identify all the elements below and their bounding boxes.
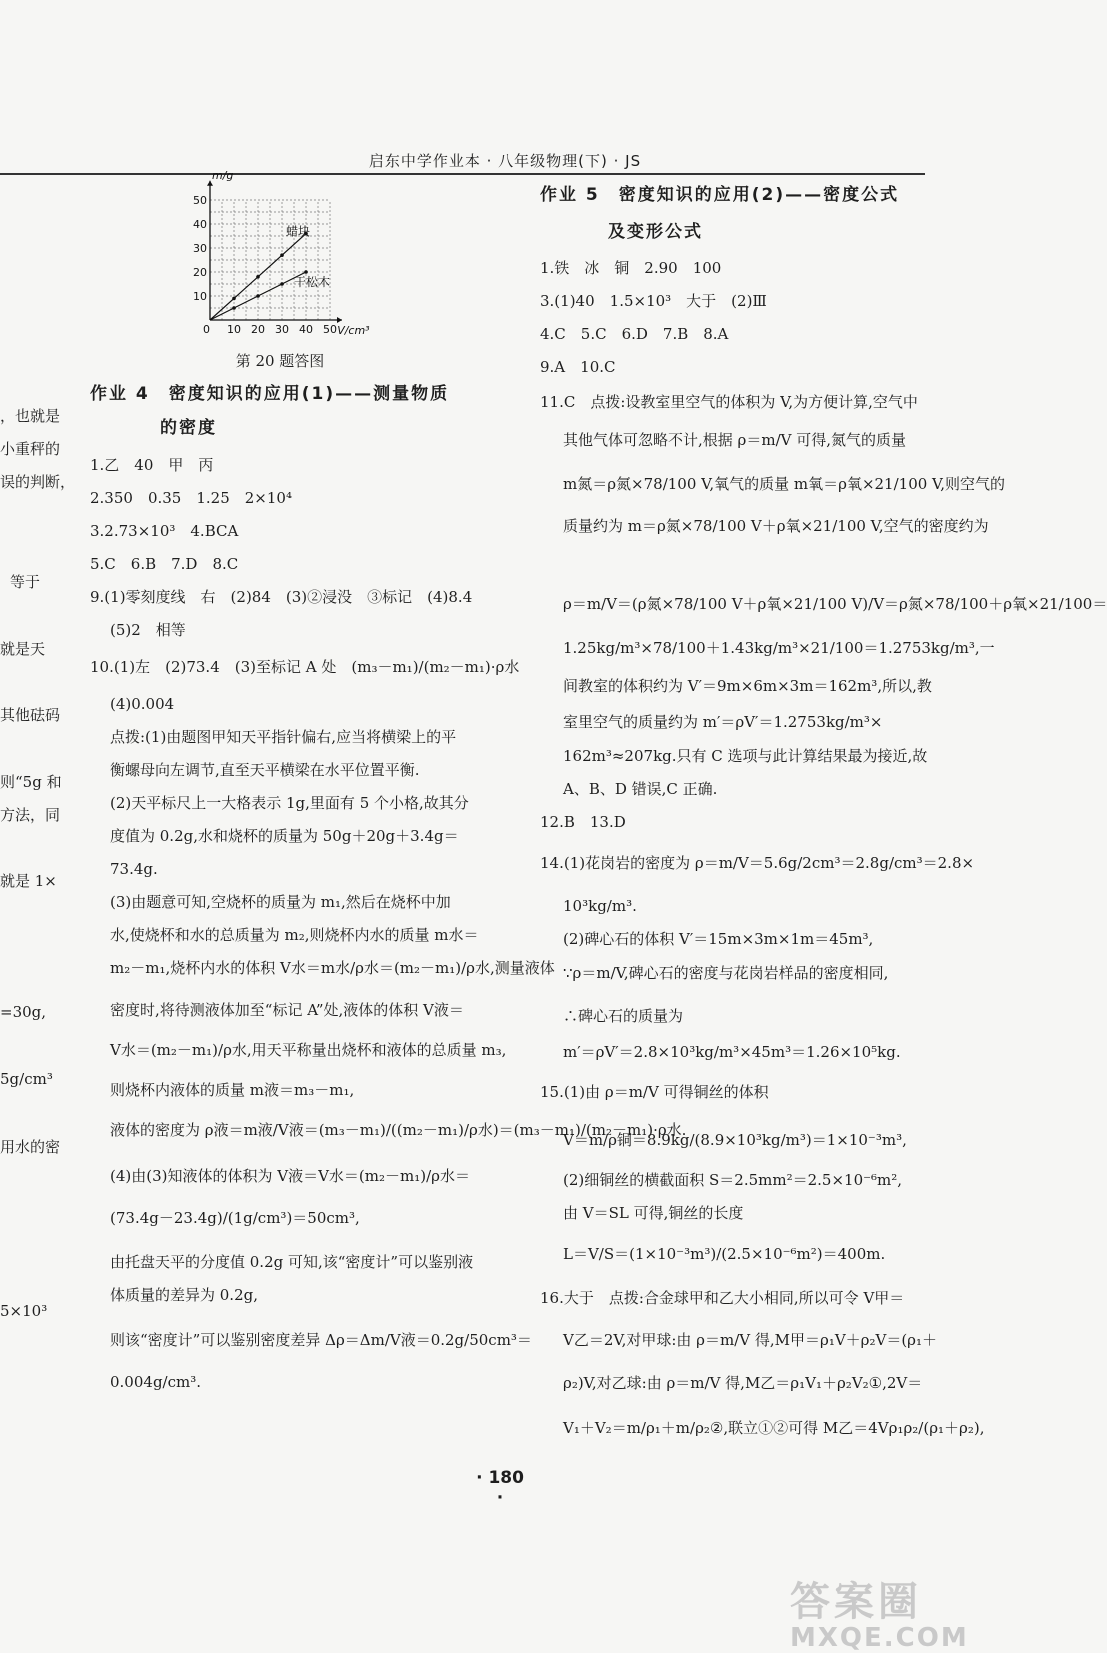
explanation-line: (3)由题意可知,空烧杯的质量为 m₁,然后在烧杯中加 (110, 893, 451, 911)
edge-text: 5g/cm³ (0, 1070, 53, 1088)
x-tick-label: 30 (275, 323, 289, 336)
explanation-line: 由 V＝SL 可得,铜丝的长度 (563, 1204, 744, 1222)
edge-text: ，也就是 (0, 407, 61, 425)
edge-text: 等于 (10, 573, 41, 591)
explanation-line: 点拨:(1)由题图甲知天平指针偏右,应当将横梁上的平 (110, 728, 457, 746)
edge-text: =30g, (0, 1003, 47, 1021)
data-point (256, 294, 260, 298)
x-axis-arrow (337, 317, 342, 323)
answer-line: 5.C 6.B 7.D 8.C (90, 555, 239, 573)
figure-caption: 第 20 题答图 (235, 352, 325, 370)
explanation-line: (4)由(3)知液体的体积为 V液＝V水＝(m₂－m₁)/ρ水＝ (110, 1167, 470, 1185)
answer-line: 1.铁 冰 铜 2.90 100 (540, 259, 722, 277)
y-tick-label: 40 (193, 218, 207, 231)
page-number: · 180 · (476, 1468, 524, 1508)
explanation-line: (2)碑心石的体积 V′＝15m×3m×1m＝45m³, (563, 930, 874, 948)
data-point (304, 270, 308, 274)
data-point (256, 275, 260, 279)
explanation-line: V水＝(m₂－m₁)/ρ水,用天平称量出烧杯和液体的总质量 m₃, (110, 1041, 507, 1059)
explanation-line: 衡螺母向左调节,直至天平横梁在水平位置平衡. (110, 761, 420, 779)
answer-line: 15.(1)由 ρ＝m/V 可得铜丝的体积 (540, 1083, 769, 1101)
explanation-line: 73.4g. (110, 860, 158, 878)
answer-line: (5)2 相等 (110, 621, 186, 639)
edge-text: 则“5g 和 (0, 773, 62, 791)
y-tick-label: 30 (193, 242, 207, 255)
explanation-line: ∵ρ＝m/V,碑心石的密度与花岗岩样品的密度相同, (563, 964, 889, 982)
y-tick-label: 50 (193, 194, 207, 207)
x-tick-label: 40 (299, 323, 313, 336)
explanation-line: 11.C 点拨:设教室里空气的体积为 V,为方便计算,空气中 (540, 393, 918, 411)
mass-volume-graph (190, 168, 370, 370)
edge-text: 就是天 (0, 640, 46, 658)
explanation-line: 10³kg/m³. (563, 897, 637, 915)
watermark-cn: 答案圈 (790, 1579, 922, 1625)
section-title: 作业 5 密度知识的应用(2)——密度公式 (540, 185, 900, 205)
explanation-line: ρ＝m/V＝(ρ氮×78/100 V＋ρ氧×21/100 V)/V＝ρ氮×78/100＋ρ氧×21/100＝ (563, 595, 1107, 613)
x-tick-label: 10 (227, 323, 241, 336)
x-tick-label: 50 (323, 323, 337, 336)
answer-line: 3.(1)40 1.5×10³ 大于 (2)Ⅲ (540, 292, 767, 310)
explanation-line: (2)天平标尺上一大格表示 1g,里面有 5 个小格,故其分 (110, 794, 469, 812)
x-axis-label: V/cm³ (337, 324, 370, 337)
answer-line: 2.350 0.35 1.25 2×10⁴ (90, 489, 292, 507)
explanation-line: (2)细铜丝的横截面积 S＝2.5mm²＝2.5×10⁻⁶m², (563, 1171, 903, 1189)
answer-line: 16.大于 点拨:合金球甲和乙大小相同,所以可令 V甲＝ (540, 1289, 905, 1307)
edge-text: 误的判断， (0, 473, 76, 491)
explanation-line: A、B、D 错误,C 正确. (563, 780, 718, 798)
explanation-line: 水,使烧杯和水的总质量为 m₂,则烧杯内水的质量 m水＝ (110, 926, 479, 944)
explanation-line: m′＝ρV′＝2.8×10³kg/m³×45m³＝1.26×10⁵kg. (563, 1043, 901, 1061)
chart-grid (210, 200, 330, 320)
answer-line: (4)0.004 (110, 695, 175, 713)
section-title-cont: 及变形公式 (608, 222, 703, 242)
data-point (280, 253, 284, 257)
explanation-line: ∴碑心石的质量为 (563, 1007, 684, 1025)
explanation-line: 质量约为 m＝ρ氮×78/100 V＋ρ氧×21/100 V,空气的密度约为 (563, 517, 989, 535)
answer-line: 3.2.73×10³ 4.BCA (90, 522, 239, 540)
series-label: 蜡块 (286, 224, 311, 239)
running-header: 启东中学作业本 · 八年级物理(下) · JS (368, 152, 642, 170)
answer-line: 9.A 10.C (540, 358, 616, 376)
explanation-line: L＝V/S＝(1×10⁻³m³)/(2.5×10⁻⁶m²)＝400m. (563, 1245, 886, 1263)
data-point (280, 282, 284, 286)
explanation-line: ρ₂)V,对乙球:由 ρ＝m/V 得,M乙＝ρ₁V₁＋ρ₂V₂①,2V＝ (563, 1374, 923, 1392)
explanation-line: 密度时,将待测液体加至“标记 A”处,液体的体积 V液＝ (110, 1001, 464, 1019)
edge-text: 就是 1× (0, 872, 57, 890)
explanation-line: 体质量的差异为 0.2g, (110, 1286, 258, 1304)
explanation-line: 室里空气的质量约为 m′＝ρV′＝1.2753kg/m³× (563, 713, 883, 731)
explanation-line: 0.004g/cm³. (110, 1373, 202, 1391)
answer-line: 4.C 5.C 6.D 7.B 8.A (540, 325, 729, 343)
data-point (232, 306, 236, 310)
explanation-line: m氮＝ρ氮×78/100 V,氧气的质量 m氧＝ρ氧×21/100 V,则空气的 (563, 475, 1006, 493)
explanation-line: 液体的密度为 ρ液＝m液/V液＝(m₃－m₁)/((m₂－m₁)/ρ水)＝(m₃－m₁)/(m₂－m₁)·ρ水. (110, 1121, 687, 1139)
answer-line: 12.B 13.D (540, 813, 626, 831)
data-point (232, 297, 236, 301)
explanation-line: 间教室的体积约为 V′＝9m×6m×3m＝162m³,所以,教 (563, 677, 932, 695)
answer-line: 1.乙 40 甲 丙 (90, 456, 214, 474)
explanation-line: V乙＝2V,对甲球:由 ρ＝m/V 得,M甲＝ρ₁V＋ρ₂V＝(ρ₁＋ (563, 1331, 938, 1349)
edge-text: 用水的密 (0, 1138, 61, 1156)
answer-line: 10.(1)左 (2)73.4 (3)至标记 A 处 (m₃－m₁)/(m₂－m₁)·ρ水 (90, 658, 520, 676)
watermark (790, 1570, 969, 1653)
watermark-en: MXQE.COM (790, 1623, 969, 1653)
explanation-line: 其他气体可忽略不计,根据 ρ＝m/V 可得,氮气的质量 (563, 431, 907, 449)
answer-line: 14.(1)花岗岩的密度为 ρ＝m/V＝5.6g/2cm³＝2.8g/cm³＝2.8× (540, 854, 975, 872)
explanation-line: 则该“密度计”可以鉴别密度差异 Δρ＝Δm/V液＝0.2g/50cm³＝ (110, 1331, 532, 1349)
explanation-line: 1.25kg/m³×78/100＋1.43kg/m³×21/100＝1.2753kg/m³,一 (563, 639, 995, 657)
x-tick-label: 0 (203, 323, 210, 336)
explanation-line: 由托盘天平的分度值 0.2g 可知,该“密度计”可以鉴别液 (110, 1253, 474, 1271)
y-tick-label: 10 (193, 290, 207, 303)
explanation-line: m₂－m₁,烧杯内水的体积 V水＝m水/ρ水＝(m₂－m₁)/ρ水,测量液体 (110, 959, 555, 977)
explanation-line: 162m³≈207kg.只有 C 选项与此计算结果最为接近,故 (563, 747, 928, 765)
header-rule (0, 173, 925, 175)
edge-text: 5×10³ (0, 1302, 48, 1320)
section-title: 作业 4 密度知识的应用(1)——测量物质 (90, 384, 450, 404)
x-tick-label: 20 (251, 323, 265, 336)
series-label: 干松木 (294, 275, 331, 289)
edge-text: 其他砝码 (0, 706, 61, 724)
explanation-line: V＝m/ρ铜＝8.9kg/(8.9×10³kg/m³)＝1×10⁻³m³, (563, 1131, 907, 1149)
y-tick-label: 20 (193, 266, 207, 279)
explanation-line: 则烧杯内液体的质量 m液＝m₃－m₁, (110, 1081, 355, 1099)
answer-line: 9.(1)零刻度线 右 (2)84 (3)②浸没 ③标记 (4)8.4 (90, 588, 473, 606)
explanation-line: (73.4g－23.4g)/(1g/cm³)＝50cm³, (110, 1209, 360, 1227)
edge-text: 小重秤的 (0, 440, 61, 458)
edge-text: 方法，同 (0, 806, 61, 824)
y-axis-label: m/g (212, 168, 234, 182)
section-title-cont: 的密度 (160, 418, 217, 438)
explanation-line: V₁＋V₂＝m/ρ₁＋m/ρ₂②,联立①②可得 M乙＝4Vρ₁ρ₂/(ρ₁＋ρ₂), (563, 1419, 985, 1437)
explanation-line: 度值为 0.2g,水和烧杯的质量为 50g＋20g＋3.4g＝ (110, 827, 459, 845)
